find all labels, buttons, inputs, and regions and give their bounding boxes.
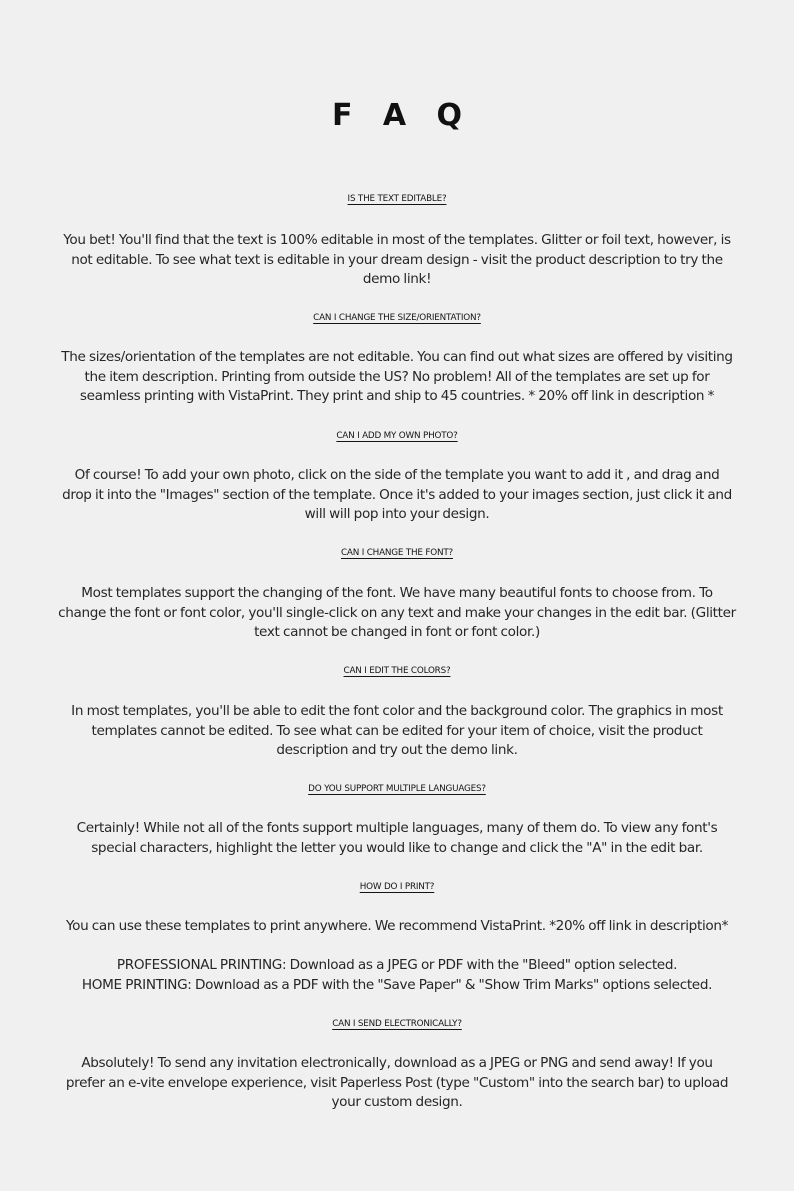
faq-question-size-orientation: CAN I CHANGE THE SIZE/ORIENTATION? bbox=[313, 313, 481, 323]
answer-line: The sizes/orientation of the templates are not editable. You can find out what sizes are offered by visiting bbox=[61, 349, 733, 365]
answer-line: In most templates, you'll be able to edit the font color and the background color. The graphics in most bbox=[71, 703, 723, 719]
faq-answer-change-font bbox=[38, 584, 756, 643]
faq-answer-multiple-languages bbox=[38, 819, 756, 858]
faq-answer-text-editable bbox=[38, 231, 756, 290]
page-title: F A Q bbox=[331, 98, 473, 133]
answer-line: templates cannot be edited. To see what can be edited for your item of choice, visit the product bbox=[91, 722, 703, 739]
answer-line: drop it into the "Images" section of the template. Once it's added to your images section, just click it and bbox=[62, 486, 732, 503]
answer-line: You can use these templates to print anywhere. We recommend VistaPrint. *20% off link in description* bbox=[65, 918, 729, 934]
answer-line: special characters, highlight the letter you would like to change and click the "A" in the edit bar. bbox=[91, 839, 703, 856]
faq-question-text-editable: IS THE TEXT EDITABLE? bbox=[347, 194, 447, 204]
answer-line: not editable. To see what text is editable in your dream design - visit the product description to try the bbox=[71, 251, 723, 268]
answer-line: will will pop into your design. bbox=[304, 506, 490, 523]
faq-answer-send-electronically bbox=[38, 1054, 756, 1113]
faq-question-how-print: HOW DO I PRINT? bbox=[359, 882, 435, 892]
faq-answer-print-options bbox=[38, 956, 756, 995]
answer-line: HOME PRINTING: Download as a PDF with the "Save Paper" & "Show Trim Marks" options selected. bbox=[81, 976, 713, 993]
answer-line: Most templates support the changing of the font. We have many beautiful fonts to choose from. To bbox=[81, 585, 713, 601]
faq-question-change-font: CAN I CHANGE THE FONT? bbox=[340, 548, 453, 558]
answer-line: prefer an e-vite envelope experience, visit Paperless Post (type "Custom" into the search bar) to upload bbox=[65, 1074, 729, 1091]
answer-line: Absolutely! To send any invitation electronically, download as a JPEG or PNG and send away! If you bbox=[81, 1055, 713, 1071]
faq-question-multiple-languages: DO YOU SUPPORT MULTIPLE LANGUAGES? bbox=[308, 784, 486, 794]
answer-line: text cannot be changed in font or font color.) bbox=[254, 624, 540, 641]
faq-question-own-photo: CAN I ADD MY OWN PHOTO? bbox=[336, 431, 458, 441]
answer-line: description and try out the demo link. bbox=[276, 742, 518, 759]
faq-question-edit-colors: CAN I EDIT THE COLORS? bbox=[343, 666, 451, 676]
answer-line: change the font or font color, you'll single-click on any text and make your changes in the edit bar. (Glitter bbox=[58, 604, 736, 621]
answer-line: your custom design. bbox=[331, 1094, 463, 1111]
faq-answer-size-orientation bbox=[38, 348, 756, 407]
answer-line: demo link! bbox=[362, 271, 432, 288]
answer-line: PROFESSIONAL PRINTING: Download as a JPEG or PDF with the "Bleed" option selected. bbox=[116, 957, 678, 973]
faq-question-send-electronically: CAN I SEND ELECTRONICALLY? bbox=[332, 1019, 462, 1029]
answer-line: Of course! To add your own photo, click on the side of the template you want to add it , and drag and bbox=[74, 467, 720, 483]
answer-line: Certainly! While not all of the fonts support multiple languages, many of them do. To view any font's bbox=[76, 820, 718, 836]
faq-answer-how-print bbox=[38, 917, 756, 937]
answer-line: seamless printing with VistaPrint. They print and ship to 45 countries. * 20% off link in description * bbox=[79, 388, 715, 405]
faq-answer-edit-colors bbox=[38, 702, 756, 761]
answer-line: You bet! You'll find that the text is 100% editable in most of the templates. Glitter or foil text, however, is bbox=[63, 232, 731, 248]
answer-line: the item description. Printing from outside the US? No problem! All of the templates are set up for bbox=[84, 368, 710, 385]
faq-answer-own-photo bbox=[38, 466, 756, 525]
